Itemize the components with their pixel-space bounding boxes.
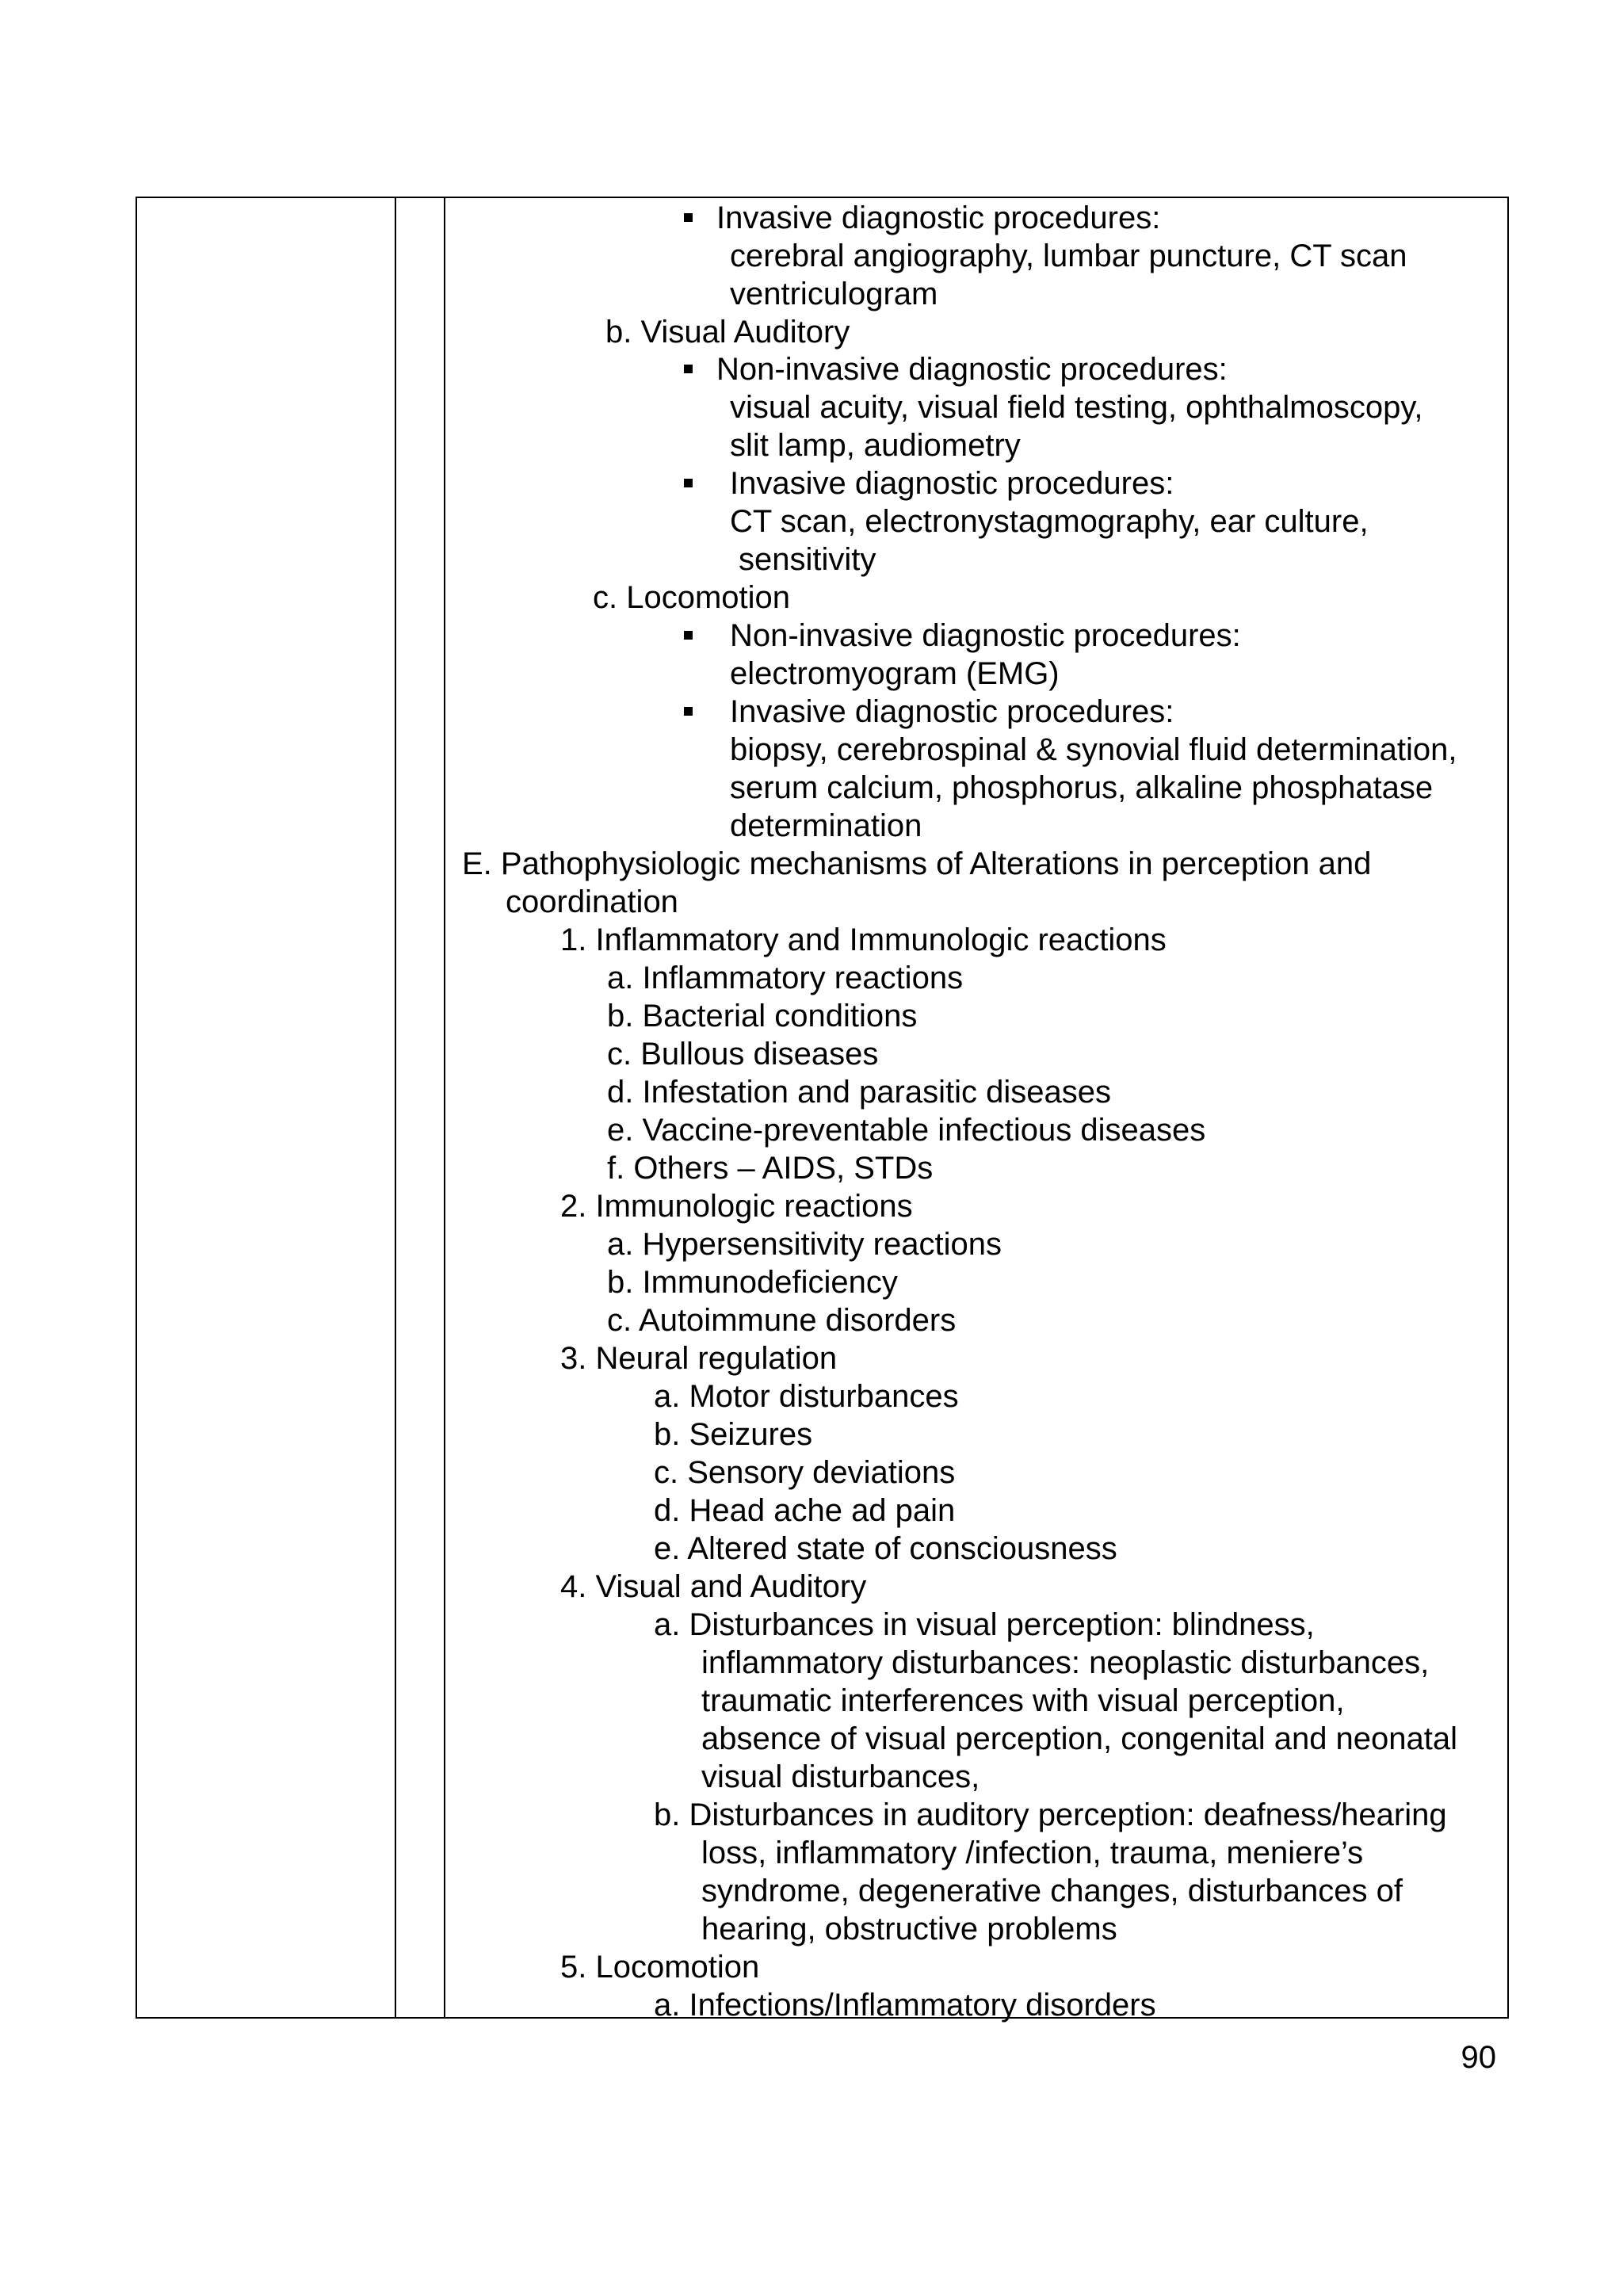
outline-line: e. Vaccine-preventable infectious diseases	[607, 1113, 1206, 1148]
outline-line: f. Others – AIDS, STDs	[607, 1151, 934, 1186]
outline-line: Invasive diagnostic procedures:	[730, 466, 1174, 501]
outline-line: b. Seizures	[654, 1417, 813, 1452]
outline-line: a. Motor disturbances	[654, 1379, 959, 1414]
outline-line: b. Immunodeficiency	[607, 1265, 898, 1300]
outline-line: 5. Locomotion	[560, 1950, 760, 1985]
outline-line: b. Bacterial conditions	[607, 999, 918, 1033]
outline-line: electromyogram (EMG)	[730, 656, 1060, 691]
outline-line: e. Altered state of consciousness	[654, 1531, 1117, 1566]
outline-line: loss, inflammatory /infection, trauma, meniere’s	[701, 1836, 1364, 1870]
outline-line: slit lamp, audiometry	[730, 428, 1021, 463]
outline-line: syndrome, degenerative changes, disturbances of	[701, 1874, 1403, 1908]
page-number: 90	[1461, 2040, 1496, 2075]
outline-line: b. Disturbances in auditory perception: deafness/hearing	[654, 1797, 1447, 1832]
outline-line: visual disturbances,	[701, 1759, 980, 1794]
outline-line: determination	[730, 808, 922, 843]
square-bullet-icon	[684, 365, 693, 373]
outline-line: CT scan, electronystagmography, ear culture,	[730, 504, 1369, 539]
outline-line: d. Head ache ad pain	[654, 1493, 956, 1528]
outline-line: traumatic interferences with visual perception,	[701, 1683, 1345, 1718]
outline-line: c. Sensory deviations	[654, 1455, 956, 1490]
outline-line: serum calcium, phosphorus, alkaline phosphatase	[730, 770, 1434, 805]
square-bullet-icon	[684, 479, 693, 487]
outline-line: Non-invasive diagnostic procedures:	[730, 618, 1241, 653]
outline-line: a. Infections/Inflammatory disorders	[654, 1988, 1156, 2023]
outline-line: 1. Inflammatory and Immunologic reactions	[560, 923, 1167, 957]
outline-line: absence of visual perception, congenital and neonatal	[701, 1721, 1458, 1756]
outline-line: a. Inflammatory reactions	[607, 961, 964, 995]
square-bullet-icon	[684, 213, 693, 222]
outline-line: E. Pathophysiologic mechanisms of Alterations in perception and	[462, 846, 1372, 881]
outline-line: hearing, obstructive problems	[701, 1912, 1117, 1946]
outline-line: 3. Neural regulation	[560, 1341, 838, 1376]
outline-line: c. Autoimmune disorders	[607, 1303, 957, 1338]
outline-line: coordination	[506, 884, 678, 919]
outline-line: d. Infestation and parasitic diseases	[607, 1075, 1111, 1110]
outline-line: 4. Visual and Auditory	[560, 1569, 867, 1604]
square-bullet-icon	[684, 707, 693, 716]
outline-line: Non-invasive diagnostic procedures:	[716, 352, 1228, 387]
outline-line: a. Hypersensitivity reactions	[607, 1227, 1002, 1262]
outline-line: visual acuity, visual field testing, ophthalmoscopy,	[730, 390, 1423, 425]
outline-line: b. Visual Auditory	[605, 315, 850, 350]
square-bullet-icon	[684, 631, 693, 640]
outline-line: Invasive diagnostic procedures:	[716, 201, 1161, 235]
outline-line: c. Bullous diseases	[607, 1037, 879, 1072]
outline-line: inflammatory disturbances: neoplastic disturbances,	[701, 1645, 1430, 1680]
outline-line: a. Disturbances in visual perception: blindness,	[654, 1607, 1315, 1642]
outline-line: sensitivity	[739, 542, 876, 577]
outline-line: biopsy, cerebrospinal & synovial fluid determination,	[730, 732, 1457, 767]
outline-line: ventriculogram	[730, 277, 938, 311]
outline-line: cerebral angiography, lumbar puncture, CT scan	[730, 239, 1407, 273]
outline-line: 2. Immunologic reactions	[560, 1189, 913, 1224]
outline-line: Invasive diagnostic procedures:	[730, 694, 1174, 729]
outline-line: c. Locomotion	[593, 580, 791, 615]
